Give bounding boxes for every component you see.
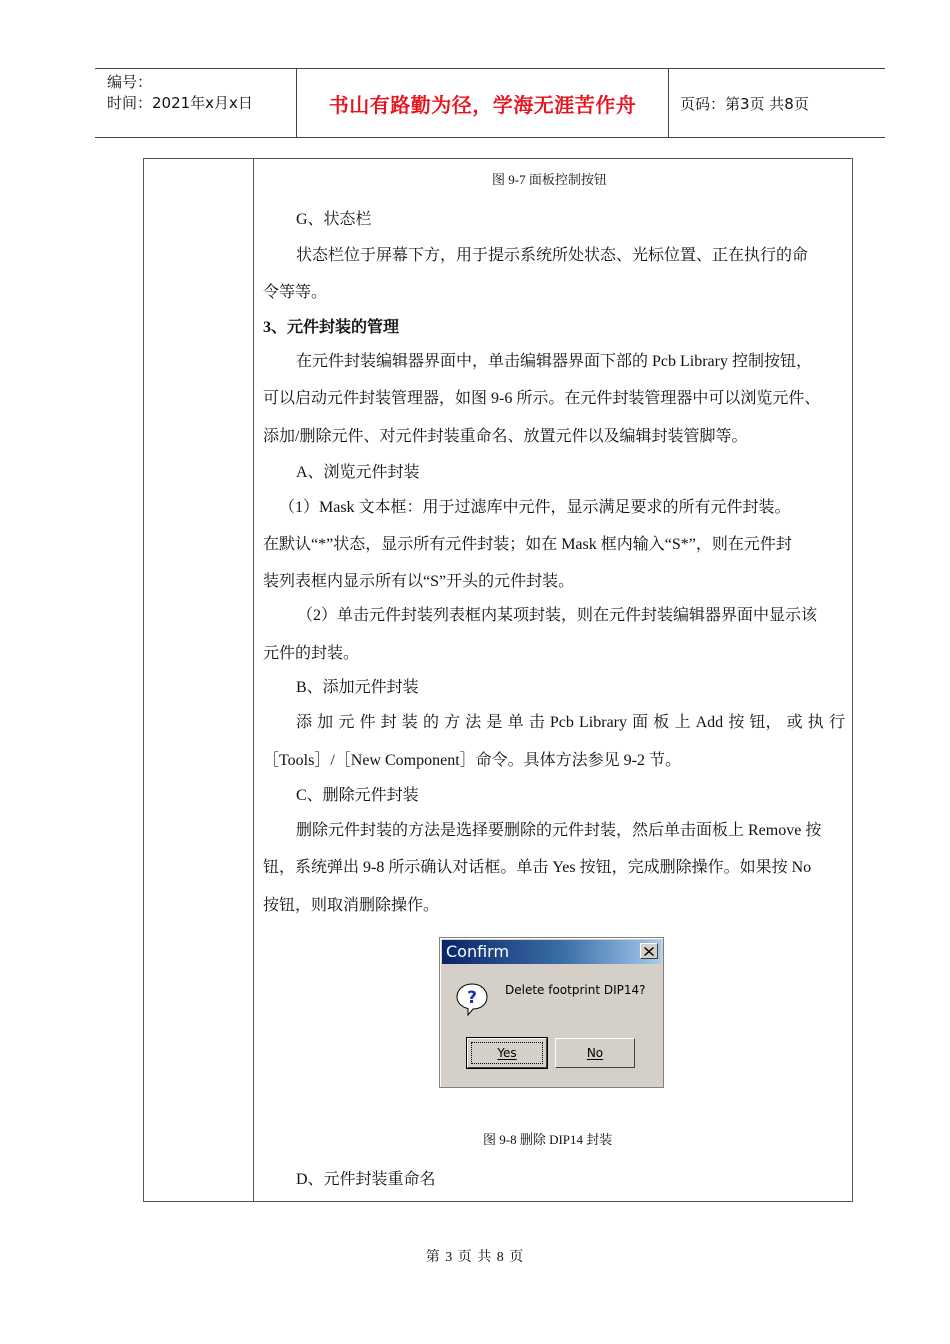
- justified-word: 元: [338, 714, 355, 731]
- paragraph-line-justified: [263, 705, 845, 741]
- paragraph-line: 添加/删除元件、对元件封装重命名、放置元件以及编辑封装管脚等。: [263, 428, 748, 445]
- paragraph-line: （1）Mask 文本框：用于过滤库中元件，显示满足要求的所有元件封装。: [279, 499, 791, 516]
- justified-word: 方: [444, 714, 461, 731]
- justified-word: 单: [507, 714, 524, 731]
- header-meta-cell: [95, 69, 297, 137]
- question-icon: [455, 982, 489, 1021]
- subheading: D、元件封装重命名: [296, 1171, 436, 1188]
- section-heading: 3、元件封装的管理: [263, 319, 400, 336]
- justified-word: 是: [486, 714, 503, 731]
- justified-word: Add: [695, 714, 724, 731]
- paragraph-line: （2）单击元件封装列表框内某项封装，则在元件封装编辑器界面中显示该: [297, 607, 818, 624]
- yes-button[interactable]: [467, 1038, 547, 1068]
- header-motto-cell: [297, 69, 669, 137]
- yes-button-label: Yes: [497, 1046, 517, 1060]
- justified-word: Library: [579, 714, 627, 731]
- paragraph-line: 按钮，则取消删除操作。: [263, 897, 440, 914]
- justified-word: 执: [807, 714, 824, 731]
- justified-word: 件: [359, 714, 376, 731]
- dialog-titlebar: [442, 940, 661, 964]
- subheading: C、删除元件封装: [296, 787, 419, 804]
- paragraph-line: 装列表框内显示所有以“S”开头的元件封装。: [263, 573, 575, 590]
- paragraph-line: 在默认“*”状态，显示所有元件封装；如在 Mask 框内输入“S*”，则在元件封: [263, 536, 792, 553]
- paragraph-line: 在元件封装编辑器界面中，单击编辑器界面下部的 Pcb Library 控制按钮，: [296, 353, 812, 370]
- motto: 书山有路勤为径，学海无涯苦作舟: [328, 92, 637, 117]
- dialog-message: Delete footprint DIP14?: [505, 983, 646, 997]
- justified-word: Pcb: [549, 714, 574, 731]
- time-label: 时间：2021年x月x日: [107, 94, 253, 112]
- heading-status-bar: G、状态栏: [296, 211, 372, 228]
- justified-word: 击: [528, 714, 545, 731]
- justified-word: 板: [653, 714, 670, 731]
- serial-label: 编号：: [107, 73, 153, 91]
- paragraph-line: 可以启动元件封装管理器，如图 9-6 所示。在元件封装管理器中可以浏览元件、: [263, 390, 821, 407]
- svg-text:?: ?: [467, 988, 477, 1008]
- paragraph-line: ［Tools］/［New Component］命令。具体方法参见 9-2 节。: [263, 752, 681, 769]
- table-divider: [253, 159, 254, 1201]
- page-header: [95, 68, 885, 138]
- paragraph-line: 钮，系统弹出 9-8 所示确认对话框。单击 Yes 按钮，完成删除操作。如果按 No: [263, 859, 812, 876]
- paragraph-line: 删除元件封装的方法是选择要删除的元件封装，然后单击面板上 Remove 按: [296, 822, 822, 839]
- justified-word: 加: [317, 714, 334, 731]
- justified-word: 行: [828, 714, 845, 731]
- close-button[interactable]: [640, 943, 658, 959]
- paragraph-line: 令等等。: [263, 284, 328, 301]
- justified-word: 面: [632, 714, 649, 731]
- paragraph-line: 状态栏位于屏幕下方，用于提示系统所处状态、光标位置、正在执行的命: [296, 247, 809, 264]
- justified-word: 添: [296, 714, 313, 731]
- justified-word: 或: [786, 714, 803, 731]
- subheading: B、添加元件封装: [296, 679, 419, 696]
- justified-word: 的: [422, 714, 439, 731]
- justified-word: 上: [674, 714, 691, 731]
- page-info: 页码：第3页 共8页: [680, 94, 809, 113]
- focus-ring: [471, 1042, 543, 1064]
- justified-word: 封: [380, 714, 397, 731]
- dialog-title: Confirm: [446, 942, 510, 961]
- justified-word: 法: [465, 714, 482, 731]
- subheading: A、浏览元件封装: [296, 464, 420, 481]
- no-button[interactable]: [555, 1038, 635, 1068]
- figure-caption-9-7: 图 9-7 面板控制按钮: [492, 172, 607, 187]
- no-button-label: No: [586, 1046, 604, 1060]
- paragraph-line: 元件的封装。: [263, 645, 360, 662]
- justified-word: 钮，: [749, 714, 782, 731]
- header-page-cell: [669, 69, 885, 137]
- justified-word: 按: [728, 714, 745, 731]
- confirm-dialog: [439, 937, 664, 1088]
- justified-word: 装: [401, 714, 418, 731]
- close-icon: [644, 947, 654, 956]
- page-footer: 第 3 页 共 8 页: [425, 1250, 525, 1265]
- figure-caption-9-8: 图 9-8 删除 DIP14 封装: [483, 1132, 613, 1147]
